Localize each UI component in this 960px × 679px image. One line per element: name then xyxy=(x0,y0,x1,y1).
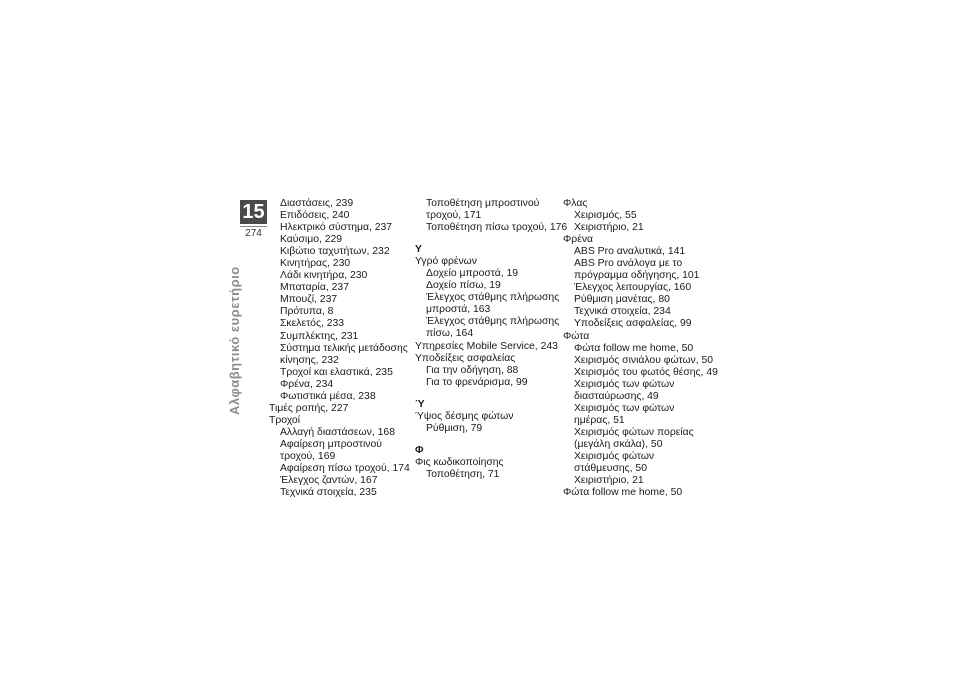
index-subentry: Πρότυπα, 8 xyxy=(280,306,334,318)
index-column-2 xyxy=(415,198,568,481)
index-subentry: Για την οδήγηση, 88 xyxy=(426,364,519,376)
index-subentry: Τοποθέτηση, 71 xyxy=(426,468,500,480)
section-title-vertical: Αλφαβητικό ευρετήριο xyxy=(227,266,242,415)
index-entry: Υποδείξεις ασφαλείας xyxy=(415,352,516,364)
index-entry: Ύψος δέσμης φώτων xyxy=(415,410,514,422)
page-number: 274 xyxy=(240,226,267,239)
index-subentry: ημέρας, 51 xyxy=(574,414,625,426)
index-subentry: Υποδείξεις ασφαλείας, 99 xyxy=(574,318,692,330)
index-subentry: Χειριστήριο, 21 xyxy=(574,222,644,234)
index-subentry: τροχού, 171 xyxy=(426,210,482,222)
index-subentry: Ηλεκτρικό σύστημα, 237 xyxy=(280,222,393,234)
index-subentry: Αφαίρεση μπροστινού xyxy=(280,438,382,450)
index-subentry: Σκελετός, 233 xyxy=(280,318,345,330)
index-subentry: Επιδόσεις, 240 xyxy=(280,210,350,222)
index-subentry: Χειρισμός του φωτός θέσης, 49 xyxy=(574,366,718,378)
index-subentry: Χειρισμός, 55 xyxy=(574,210,637,222)
index-subentry: Μπαταρία, 237 xyxy=(280,282,349,294)
index-subentry: Έλεγχος λειτουργίας, 160 xyxy=(574,282,692,294)
index-subentry: Λάδι κινητήρα, 230 xyxy=(280,270,368,282)
index-subentry: Μπουζί, 237 xyxy=(280,294,338,306)
index-column-3 xyxy=(563,198,718,499)
index-subentry: Φρένα, 234 xyxy=(280,378,334,390)
chapter-marker xyxy=(240,200,267,239)
index-subentry: Έλεγχος στάθμης πλήρωσης xyxy=(426,316,560,328)
index-subentry: κίνησης, 232 xyxy=(280,354,339,366)
index-subentry: Χειρισμός φώτων πορείας xyxy=(574,426,694,438)
index-letter-heading: Υ xyxy=(415,244,422,256)
index-subentry: Τοποθέτηση πίσω τροχού, 176 xyxy=(426,222,568,234)
index-entry: Φις κωδικοποίησης xyxy=(415,456,504,468)
index-subentry: Ρύθμιση μανέτας, 80 xyxy=(574,294,670,306)
index-subentry: Αλλαγή διαστάσεων, 168 xyxy=(280,426,395,438)
index-subentry: Χειρισμός των φώτων xyxy=(574,402,675,414)
index-subentry: Σύστημα τελικής μετάδοσης xyxy=(280,342,408,354)
index-subentry: μπροστά, 163 xyxy=(426,304,491,316)
index-subentry: Κιβώτιο ταχυτήτων, 232 xyxy=(280,246,390,258)
index-subentry: Τοποθέτηση μπροστινού xyxy=(426,198,540,209)
index-entry: Φώτα xyxy=(563,330,590,342)
index-subentry: Ρύθμιση, 79 xyxy=(426,422,483,434)
index-subentry: πίσω, 164 xyxy=(426,328,474,340)
index-subentry: Φωτιστικά μέσα, 238 xyxy=(280,390,376,402)
index-subentry: ABS Pro ανάλογα με το xyxy=(574,258,683,270)
index-subentry: Χειρισμός των φώτων xyxy=(574,378,675,390)
index-subentry: Συμπλέκτης, 231 xyxy=(280,330,359,342)
index-subentry: (μεγάλη σκάλα), 50 xyxy=(574,438,663,450)
index-subentry: Αφαίρεση πίσω τροχού, 174 xyxy=(280,463,410,475)
index-subentry: Χειρισμός φώτων xyxy=(574,450,655,462)
index-subentry: Τεχνικά στοιχεία, 235 xyxy=(280,487,377,499)
index-column-1 xyxy=(269,198,409,499)
index-letter-heading: Φ xyxy=(415,444,424,456)
chapter-number: 15 xyxy=(240,200,267,224)
index-subentry: Χειρισμός σινιάλου φώτων, 50 xyxy=(574,354,714,366)
index-subentry: πρόγραμμα οδήγησης, 101 xyxy=(574,270,700,282)
index-subentry: Καύσιμο, 229 xyxy=(280,234,343,246)
index-entry: Φώτα follow me home, 50 xyxy=(563,487,683,499)
index-subentry: Έλεγχος ζαντών, 167 xyxy=(280,475,378,487)
index-subentry: Δοχείο πίσω, 19 xyxy=(426,280,501,292)
index-entry: Τιμές ροπής, 227 xyxy=(269,402,349,414)
index-subentry: Έλεγχος στάθμης πλήρωσης xyxy=(426,292,560,304)
index-entry: Υγρό φρένων xyxy=(415,256,477,268)
index-subentry: Κινητήρας, 230 xyxy=(280,258,351,270)
index-subentry: διασταύρωσης, 49 xyxy=(574,390,659,402)
index-subentry: ABS Pro αναλυτικά, 141 xyxy=(574,246,686,258)
index-entry: Υπηρεσίες Mobile Service, 243 xyxy=(415,340,558,352)
index-subentry: στάθμευσης, 50 xyxy=(574,463,647,475)
index-subentry: Χειριστήριο, 21 xyxy=(574,475,644,487)
index-subentry: Τεχνικά στοιχεία, 234 xyxy=(574,306,671,318)
index-subentry: Τροχοί και ελαστικά, 235 xyxy=(280,366,393,378)
index-letter-heading: Ύ xyxy=(415,398,425,410)
index-subentry: Διαστάσεις, 239 xyxy=(280,198,354,209)
index-subentry: Δοχείο μπροστά, 19 xyxy=(426,268,519,280)
index-subentry: Φώτα follow me home, 50 xyxy=(574,342,694,354)
index-entry: Φλας xyxy=(563,198,588,209)
index-entry: Τροχοί xyxy=(269,414,301,426)
index-entry: Φρένα xyxy=(563,234,594,246)
index-subentry: τροχού, 169 xyxy=(280,450,336,462)
index-subentry: Για το φρενάρισμα, 99 xyxy=(426,376,528,388)
